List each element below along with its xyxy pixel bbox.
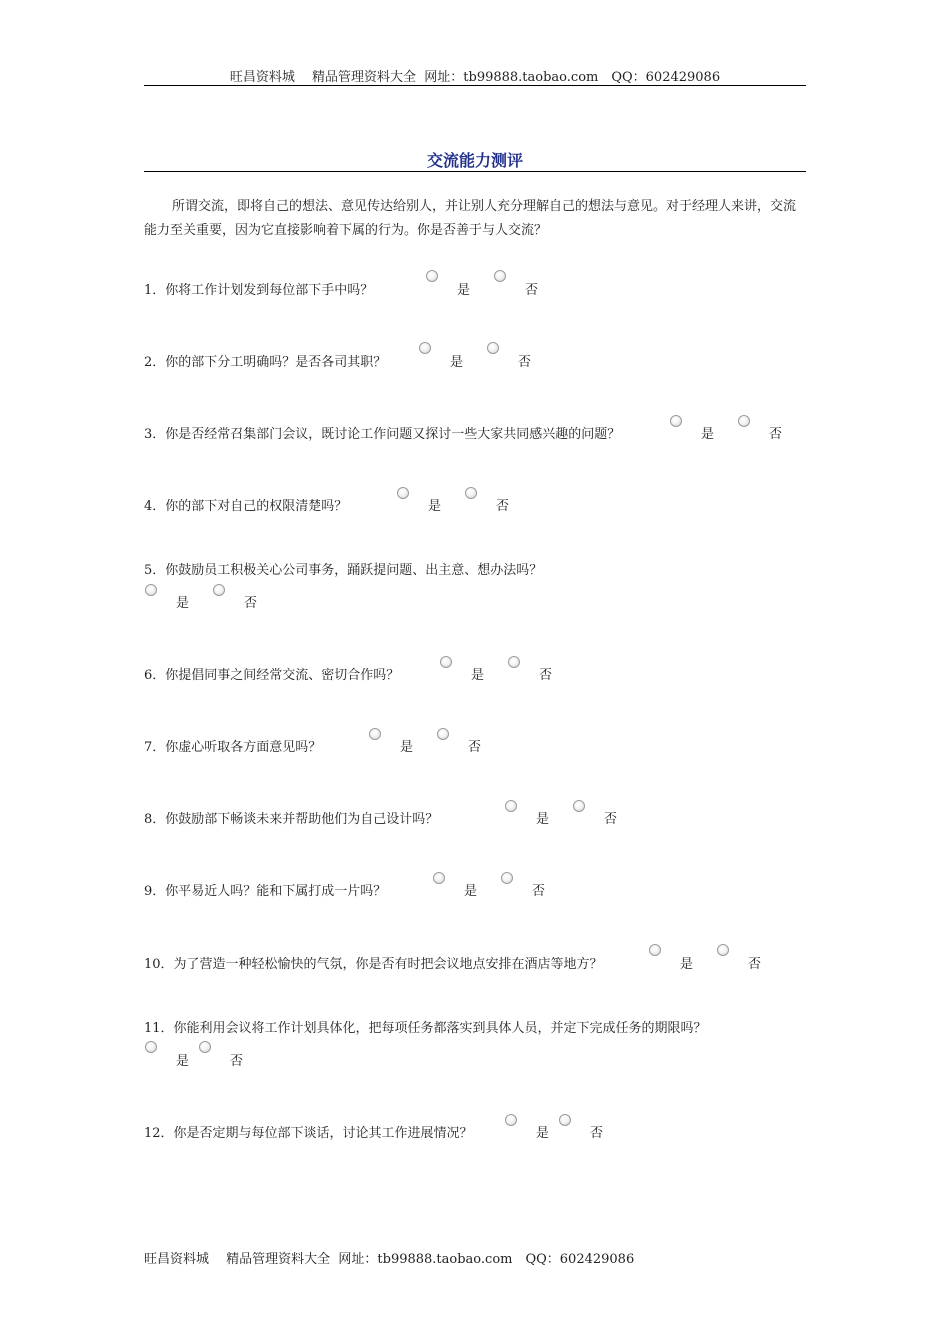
question-10: 10．为了营造一种轻松愉快的气氛，你是否有时把会议地点安排在酒店等地方？ [144,957,603,972]
question-2: 2．你的部下分工明确吗？是否各司其职？ [144,355,387,370]
q11-yes-radio[interactable] [145,1041,157,1053]
q7-no-label: 否 [468,740,482,755]
q12-no-label: 否 [590,1126,604,1141]
q2-no-radio[interactable] [487,342,499,354]
q7-yes-radio[interactable] [369,728,381,740]
q12-yes-label: 是 [536,1126,550,1141]
q6-yes-label: 是 [471,668,485,683]
q4-no-radio[interactable] [465,487,477,499]
q10-no-radio[interactable] [717,944,729,956]
q1-yes-label: 是 [457,283,471,298]
q5-no-radio[interactable] [213,584,225,596]
question-5: 5．你鼓励员工积极关心公司事务，踊跃提问题、出主意、想办法吗？ [144,563,543,578]
q6-no-label: 否 [539,668,553,683]
q6-yes-radio[interactable] [440,656,452,668]
header-divider [144,85,806,86]
q12-yes-radio[interactable] [505,1114,517,1126]
question-12: 12．你是否定期与每位部下谈话，讨论其工作进展情况？ [144,1126,473,1141]
title-divider [144,171,806,172]
q8-no-radio[interactable] [573,800,585,812]
question-11: 11．你能利用会议将工作计划具体化，把每项任务都落实到具体人员，并定下完成任务的期限吗？ [144,1021,707,1036]
q10-yes-radio[interactable] [649,944,661,956]
q3-no-label: 否 [769,427,783,442]
q2-yes-radio[interactable] [419,342,431,354]
q10-no-label: 否 [748,957,762,972]
page-header: 旺昌资料城 精品管理资料大全 网址：tb99888.taobao.com QQ：602429086 [229,70,721,85]
q4-yes-label: 是 [428,499,442,514]
question-9: 9．你平易近人吗？能和下属打成一片吗？ [144,884,387,899]
question-7: 7．你虚心听取各方面意见吗？ [144,740,322,755]
q11-no-radio[interactable] [199,1041,211,1053]
q1-no-radio[interactable] [494,270,506,282]
q6-no-radio[interactable] [508,656,520,668]
q8-no-label: 否 [604,812,618,827]
q1-no-label: 否 [525,283,539,298]
question-1: 1．你将工作计划发到每位部下手中吗？ [144,283,374,298]
q8-yes-radio[interactable] [505,800,517,812]
q3-no-radio[interactable] [738,415,750,427]
q3-yes-label: 是 [701,427,715,442]
q4-no-label: 否 [496,499,510,514]
question-4: 4．你的部下对自己的权限清楚吗？ [144,499,348,514]
q9-yes-label: 是 [464,884,478,899]
q5-yes-radio[interactable] [145,584,157,596]
question-3: 3．你是否经常召集部门会议，既讨论工作问题又探讨一些大家共同感兴趣的问题？ [144,427,621,442]
q9-no-radio[interactable] [501,872,513,884]
question-8: 8．你鼓励部下畅谈未来并帮助他们为自己设计吗？ [144,812,439,827]
page-title: 交流能力测评 [426,151,523,170]
q2-yes-label: 是 [450,355,464,370]
q3-yes-radio[interactable] [670,415,682,427]
q11-no-label: 否 [230,1054,244,1069]
q1-yes-radio[interactable] [426,270,438,282]
q7-yes-label: 是 [400,740,414,755]
q11-yes-label: 是 [176,1054,190,1069]
q12-no-radio[interactable] [559,1114,571,1126]
q5-yes-label: 是 [176,596,190,611]
intro-paragraph: 所谓交流，即将自己的想法、意见传达给别人，并让别人充分理解自己的想法与意见。对于经理人来讲，交流能力至关重要，因为它直接影响着下属的行为。你是否善于与人交流？ [144,199,797,238]
page-footer: 旺昌资料城 精品管理资料大全 网址：tb99888.taobao.com QQ：602429086 [144,1252,635,1267]
question-6: 6．你提倡同事之间经常交流、密切合作吗？ [144,668,400,683]
q8-yes-label: 是 [536,812,550,827]
q10-yes-label: 是 [680,957,694,972]
q5-no-label: 否 [244,596,258,611]
q9-yes-radio[interactable] [433,872,445,884]
q7-no-radio[interactable] [437,728,449,740]
q4-yes-radio[interactable] [397,487,409,499]
q9-no-label: 否 [532,884,546,899]
q2-no-label: 否 [518,355,532,370]
